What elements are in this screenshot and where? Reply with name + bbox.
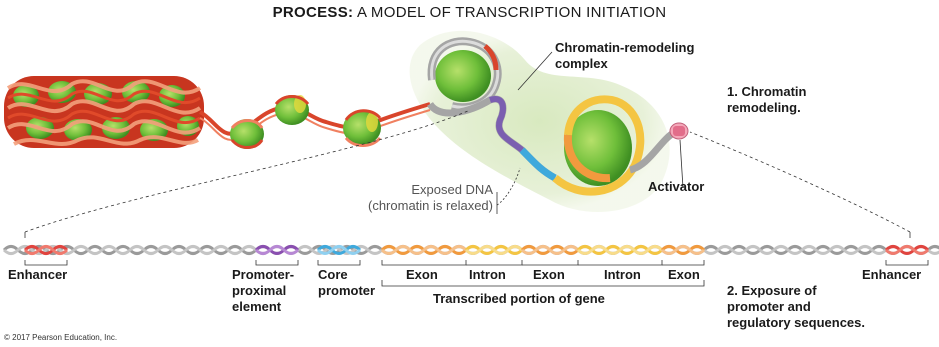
copyright: © 2017 Pearson Education, Inc. (4, 333, 118, 342)
core-promoter-label: Core promoter (318, 267, 376, 298)
complex-label: Chromatin-remodeling complex (555, 40, 695, 71)
activator-label: Activator (648, 179, 705, 194)
intron2-region (578, 247, 662, 254)
promoter-proximal-label: Promoter- proximal element (232, 267, 295, 314)
intron2-label: Intron (604, 267, 641, 282)
enhancer-right-region (886, 247, 928, 254)
enhancer-right-label: Enhancer (862, 267, 922, 282)
exon1-region (382, 247, 466, 254)
step2-label: 2. Exposure of promoter and regulatory sequences. (727, 283, 865, 330)
enhancer-left-label: Enhancer (8, 267, 68, 282)
transcribed-label: Transcribed portion of gene (433, 291, 605, 306)
condensed-chromatin (4, 76, 204, 148)
relaxing-chromatin (200, 95, 430, 149)
exposed-dna-label: Exposed DNA (chromatin is relaxed) (368, 182, 493, 213)
exon3-label: Exon (668, 267, 700, 282)
diagram-title: PROCESS: A MODEL OF TRANSCRIPTION INITIATION (272, 4, 667, 21)
exon2-label: Exon (533, 267, 565, 282)
promoter-proximal-region (256, 247, 298, 254)
exon1-label: Exon (406, 267, 438, 282)
step1-label: 1. Chromatin remodeling. (727, 84, 807, 115)
exon2-region (522, 247, 578, 254)
zoom-line-right (690, 132, 910, 232)
exon3-region (662, 247, 704, 254)
intron1-label: Intron (469, 267, 506, 282)
intron1-region (466, 247, 522, 254)
